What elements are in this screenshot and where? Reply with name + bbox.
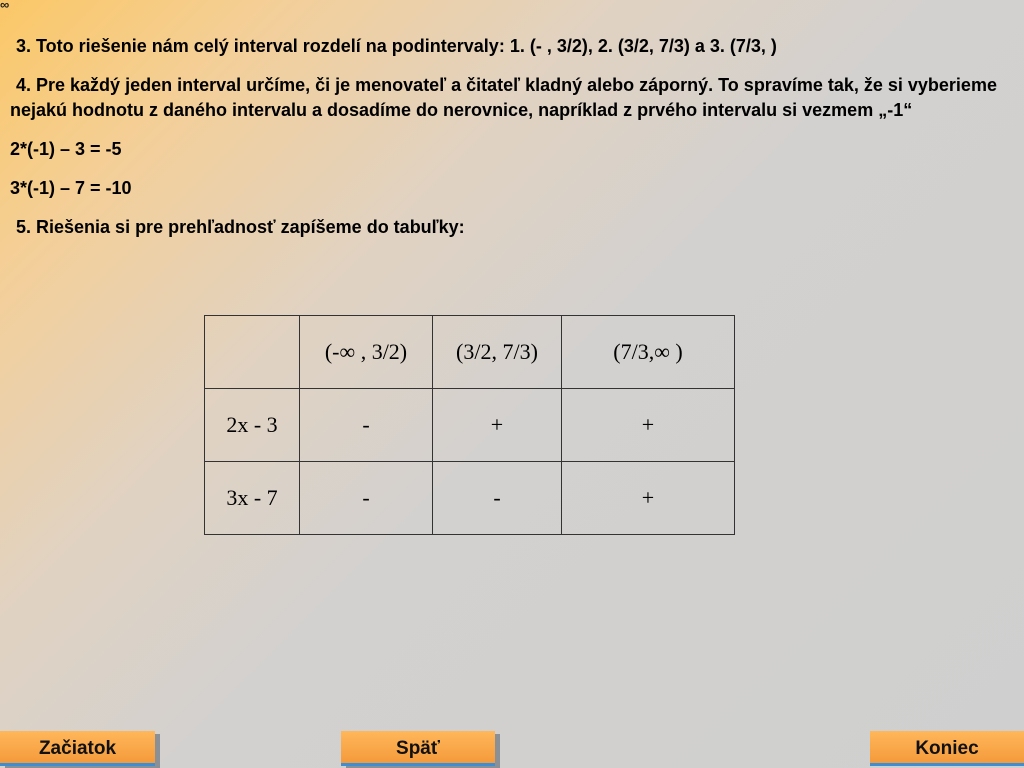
table-row — [205, 389, 735, 462]
table-header-row — [205, 316, 735, 389]
table-row-label: 3x - 7 — [205, 462, 300, 535]
table-cell: + — [562, 389, 735, 462]
table-row — [205, 462, 735, 535]
table-cell: - — [300, 389, 433, 462]
infinity-icon: ∞ — [0, 0, 10, 12]
equation-numerator: 2*(-1) – 3 = -5 — [10, 139, 122, 159]
back-button[interactable]: Späť — [341, 731, 495, 766]
table-header-cell: (-∞ , 3/2) — [300, 316, 433, 389]
table-cell: + — [562, 462, 735, 535]
table-header-cell — [205, 316, 300, 389]
end-button[interactable]: Koniec — [870, 731, 1024, 766]
table-header-cell: (3/2, 7/3) — [433, 316, 562, 389]
slide-text — [10, 34, 1010, 254]
table-row-label: 2x - 3 — [205, 389, 300, 462]
sign-table — [204, 315, 735, 535]
step-4-span: 4. Pre každý jeden interval určíme, či je menovateľ a čitateľ kladný alebo záporný. To spravíme tak, že si vyberieme nejakú hodnotu z daného intervalu a dosadíme do nerovnice, napríklad z prvého intervalu si vezmem „-1“ — [10, 75, 997, 120]
step-5-text: 5. Riešenia si pre prehľadnosť zapíšeme do tabuľky: — [16, 217, 465, 237]
table-header-cell: (7/3,∞ ) — [562, 316, 735, 389]
step-3-text: 3. Toto riešenie nám celý interval rozdelí na podintervaly: 1. (- , 3/2), 2. (3/2, 7/3) a 3. (7/3, ) — [16, 36, 777, 56]
start-button[interactable]: Začiatok — [0, 731, 155, 766]
step-4-text — [10, 73, 1010, 123]
table-cell: - — [433, 462, 562, 535]
table-cell: + — [433, 389, 562, 462]
table-cell: - — [300, 462, 433, 535]
equation-denominator: 3*(-1) – 7 = -10 — [10, 178, 132, 198]
